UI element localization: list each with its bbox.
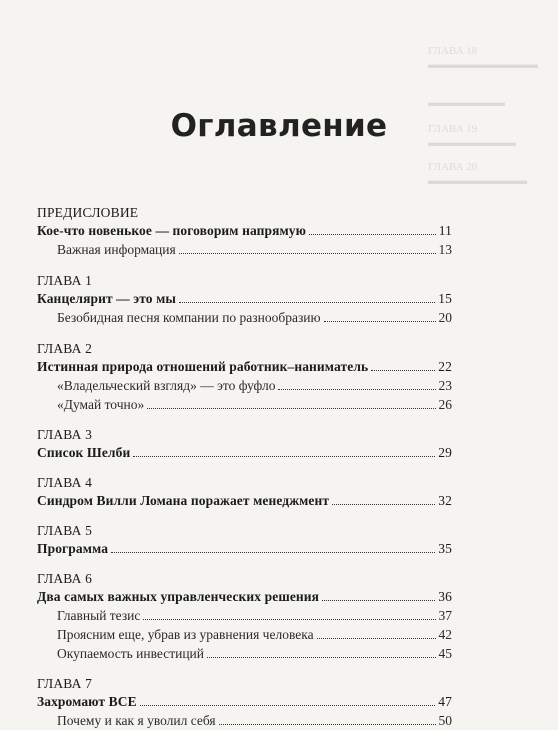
toc-entry — [37, 692, 452, 711]
toc-section-chapter-5 — [37, 522, 452, 558]
entry-title: Кое-что новенькое — поговорим напрямую — [37, 223, 307, 238]
entry-page: 32 — [438, 493, 452, 508]
subentry-page: 42 — [438, 627, 452, 642]
toc-section-chapter-6 — [37, 570, 452, 663]
chapter-label: ПРЕДИСЛОВИЕ — [37, 205, 139, 220]
toc-subentry — [37, 711, 452, 730]
toc-subentry — [37, 644, 452, 663]
leader-dots — [371, 370, 435, 371]
leader-dots — [317, 638, 436, 639]
leader-dots — [309, 234, 436, 235]
leader-dots — [322, 600, 435, 601]
show-through-text: ГЛАВА 18 ▬▬▬▬▬▬▬▬▬▬ ▬▬▬▬▬▬▬ ГЛАВА 19 ▬▬▬▬▬▬▬▬ ГЛАВА 20 ▬▬▬▬▬▬▬▬▬ — [428, 45, 538, 187]
leader-dots — [147, 408, 435, 409]
toc-subentry — [37, 625, 452, 644]
toc-section-chapter-2 — [37, 340, 452, 414]
toc-section-chapter-3 — [37, 426, 452, 462]
subentry-title: «Владельческий взгляд» — это фуфло — [57, 378, 276, 393]
table-of-contents — [37, 204, 452, 730]
subentry-title: «Думай точно» — [57, 397, 145, 412]
chapter-label: ГЛАВА 7 — [37, 676, 93, 691]
leader-dots — [179, 302, 435, 303]
toc-subentry — [37, 308, 452, 327]
toc-section-chapter-7 — [37, 675, 452, 730]
leader-dots — [278, 389, 435, 390]
entry-title: Программа — [37, 541, 109, 556]
entry-page: 15 — [438, 291, 452, 306]
leader-dots — [332, 504, 435, 505]
page-title: Оглавление — [170, 108, 388, 144]
toc-entry — [37, 587, 452, 606]
entry-title: Канцелярит — это мы — [37, 291, 177, 306]
chapter-label: ГЛАВА 4 — [37, 475, 93, 490]
subentry-title: Проясним еще, убрав из уравнения человека — [57, 627, 314, 642]
leader-dots — [324, 321, 436, 322]
toc-section-chapter-1 — [37, 272, 452, 327]
entry-title: Захромают ВСЕ — [37, 694, 137, 709]
toc-subentry — [37, 606, 452, 625]
subentry-page: 37 — [438, 608, 452, 623]
subentry-title: Окупаемость инвестиций — [57, 646, 204, 661]
entry-title: Синдром Вилли Ломана поражает менеджмент — [37, 493, 330, 508]
entry-page: 36 — [438, 589, 452, 604]
leader-dots — [133, 456, 435, 457]
toc-section-chapter-4 — [37, 474, 452, 510]
subentry-page: 23 — [438, 378, 452, 393]
toc-entry — [37, 443, 452, 462]
chapter-label: ГЛАВА 2 — [37, 341, 93, 356]
entry-page: 47 — [438, 694, 452, 709]
chapter-label: ГЛАВА 6 — [37, 571, 93, 586]
entry-page: 22 — [438, 359, 452, 374]
subentry-page: 26 — [438, 397, 452, 412]
entry-title: Истинная природа отношений работник–наниматель — [37, 359, 369, 374]
chapter-label: ГЛАВА 1 — [37, 273, 93, 288]
subentry-title: Безобидная песня компании по разнообразию — [57, 310, 321, 325]
subentry-title: Почему и как я уволил себя — [57, 713, 216, 728]
subentry-title: Главный тезис — [57, 608, 141, 623]
toc-entry — [37, 491, 452, 510]
subentry-page: 45 — [438, 646, 452, 661]
toc-entry — [37, 289, 452, 308]
toc-section-preface — [37, 204, 452, 259]
subentry-page: 50 — [438, 713, 452, 728]
leader-dots — [143, 619, 435, 620]
toc-subentry — [37, 376, 452, 395]
chapter-label: ГЛАВА 5 — [37, 523, 93, 538]
toc-entry — [37, 539, 452, 558]
leader-dots — [140, 705, 436, 706]
leader-dots — [219, 724, 436, 725]
toc-subentry — [37, 240, 452, 259]
subentry-title: Важная информация — [57, 242, 176, 257]
subentry-page: 20 — [438, 310, 452, 325]
toc-entry — [37, 221, 452, 240]
entry-title: Два самых важных управленческих решения — [37, 589, 320, 604]
leader-dots — [207, 657, 436, 658]
toc-entry — [37, 357, 452, 376]
leader-dots — [179, 253, 436, 254]
entry-page: 11 — [438, 223, 452, 238]
entry-title: Список Шелби — [37, 445, 131, 460]
entry-page: 35 — [438, 541, 452, 556]
toc-subentry — [37, 395, 452, 414]
leader-dots — [111, 552, 435, 553]
entry-page: 29 — [438, 445, 452, 460]
chapter-label: ГЛАВА 3 — [37, 427, 93, 442]
subentry-page: 13 — [438, 242, 452, 257]
